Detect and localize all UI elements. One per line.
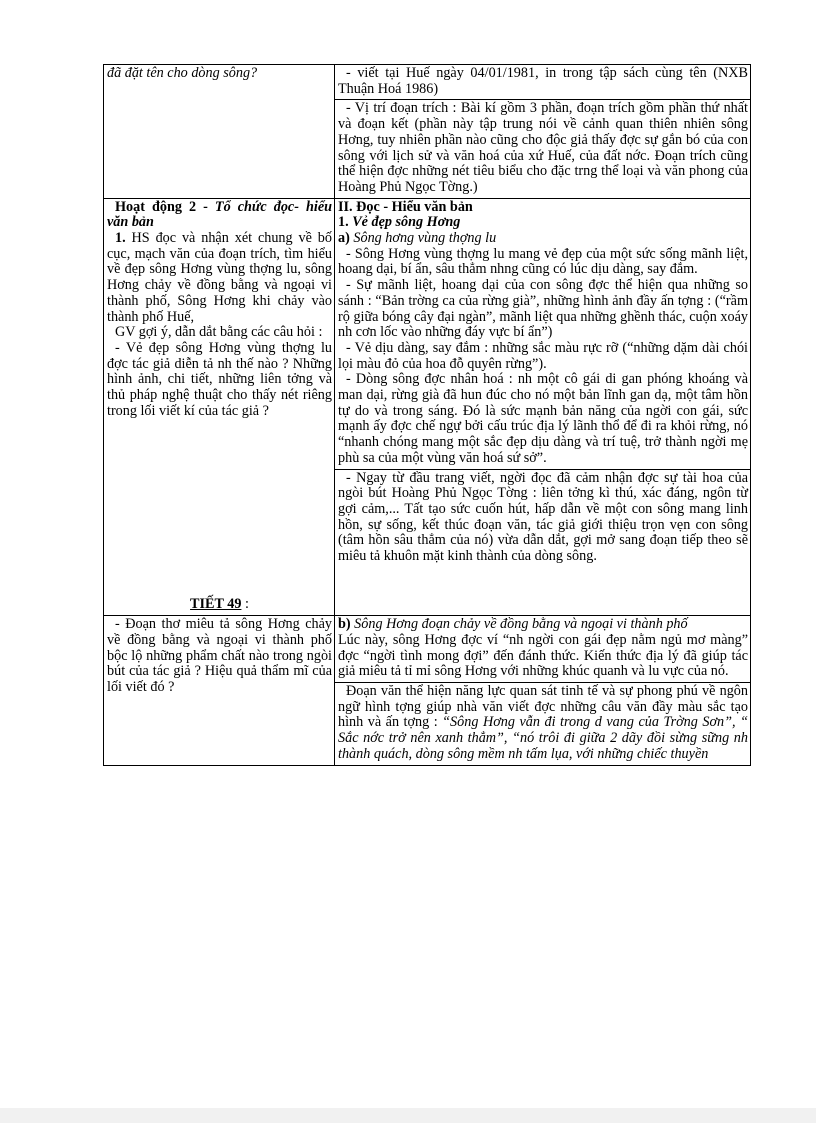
table-row: [104, 198, 751, 616]
paragraph: - viết tại Huế ngày 04/01/1981, in trong tập sách cùng tên (NXB Thuận Hoá 1986): [338, 65, 748, 97]
right-column-cell: [335, 65, 751, 199]
paragraph: - Vẻ đẹp sông Hơng vùng thợng lu đợc tác giả diễn tả nh thế nào ? Những hình ảnh, chi tiết, những liên tởng và thủ pháp nghệ thuật cho thấy nét riêng trong lối viết kí của tác giả ?: [107, 339, 332, 419]
page-bottom-margin: [0, 1108, 816, 1123]
subsection-number: 1.: [338, 214, 349, 231]
section-heading: II. Đọc - Hiểu văn bản: [338, 198, 473, 215]
spacer: [107, 419, 332, 597]
table-row: [104, 65, 751, 199]
point-letter: a): [338, 230, 350, 247]
right-column-cell: [335, 616, 751, 765]
paragraph: GV gợi ý, dẫn dắt bằng các câu hỏi :: [115, 324, 323, 341]
paragraph-text: Đoạn văn thể hiện năng lực quan sát tinh tế và sự phong phú về ngôn ngữ hình tợng giúp nhà văn viết đợc những câu văn đầy màu sắc tạo hình và ấn tợng :: [338, 682, 748, 731]
item-number: 1.: [115, 230, 126, 247]
point-title: Sông Hơng đoạn chảy về đồng bằng và ngoại vi thành phố: [354, 616, 688, 633]
lesson-number: TIẾT 49: [190, 596, 242, 613]
left-column-cell: [104, 616, 335, 765]
right-column-cell: [335, 198, 751, 616]
point-heading: [338, 617, 748, 633]
point-heading: [338, 231, 748, 247]
question-text: đã đặt tên cho dòng sông?: [107, 65, 258, 81]
paragraph: [338, 684, 748, 763]
paragraph: - Vẻ dịu dàng, say đắm : những sắc màu rực rỡ (“những dặm dài chói lọi màu đỏ của hoa đỗ quyên rừng”).: [338, 339, 748, 372]
lesson-label: [107, 597, 332, 613]
point-letter: b): [338, 616, 351, 633]
point-title: Sông hơng vùng thợng lu: [353, 230, 497, 247]
left-column-cell: [104, 198, 335, 616]
paragraph: - Sông Hơng vùng thợng lu mang vẻ đẹp của một sức sống mãnh liệt, hoang dại, bí ẩn, sâu thẳm nhng cũng có lúc dịu dàng, say đắm.: [338, 245, 748, 278]
activity-heading: [107, 200, 332, 231]
left-column-cell: [104, 65, 335, 199]
item-text: HS đọc và nhận xét chung về bố cục, mạch văn của đoạn trích, tìm hiểu về đẹp sông Hơng vùng thợng lu, sông Hơng chảy về đồng bằng và ngoại vi thành phố, Sông Hơng khi chảy vào thành phố Huế,: [107, 230, 332, 325]
paragraph: - Đoạn thơ miêu tả sông Hơng chảy về đồng bằng và ngoại vi thành phố bộc lộ những phẩm chất nào trong ngòi bút của tác giả ? Hiệu quả thẩm mĩ của lối viết đó ?: [107, 616, 332, 695]
paragraph: - Vị trí đoạn trích : Bài kí gồm 3 phần, đoạn trích gồm phần thứ nhất và đoạn kết (phần này tập trung nói về cảnh quan thiên nhiên sông Hơng, tuy nhiên phần nào cũng cho độc giả thấy đợc sự gắn bó của con sông với lịch sử và văn hoá của xứ Huế, của đất nớc. Đoạn trích cũng thể hiện đợc những nét tiêu biểu cho đặc trng thể loại và văn phong của Hoàng Phủ Ngọc Tờng.): [338, 100, 748, 195]
activity-title: Tổ chức đọc- hiểu văn bản: [107, 198, 333, 231]
subsection-title: Vẻ đẹp sông Hơng: [352, 214, 461, 231]
quoted-text: “Sông Hơng vẫn đi trong d vang của Trờng Sơn”, “ Sắc nớc trở nên xanh thẳm”, “nó trôi đi giữa 2 dãy đồi sừng sững nh thành quách, dòng sông mềm nh tấm lụa, với những chiếc thuyền: [338, 714, 748, 762]
paragraph: - Ngay từ đầu trang viết, ngời đọc đã cảm nhận đợc sự tài hoa của ngòi bút Hoàng Phủ Ngọc Tờng : liên tởng kì thú, xác đáng, ngôn từ gợi cảm,... Tất tạo sức cuốn hút, hấp dẫn về một con sông mang linh hồn, sự sống, kết thúc đoạn văn, tác giả giới thiệu trọn vẹn con sông (tâm hồn sâu thẳm của nó) vừa dẫn dắt, gợi mở sang đoạn tiếp theo sẽ miêu tả khuôn mặt kinh thành của dòng sông.: [338, 469, 748, 565]
lesson-suffix: :: [241, 596, 249, 613]
lesson-table: [103, 64, 751, 766]
subsection-heading: [338, 215, 748, 231]
paragraph: - Sự mãnh liệt, hoang dại của con sông đợc thể hiện qua những so sánh : “Bản trờng ca của rừng già”, những hình ảnh đầy ấn tợng : (“rầm rộ giữa bóng cây đại ngàn”, mãnh liệt qua những ghềnh thác, cuộn xoáy nh cơn lốc vào những đáy vực bí ẩn”): [338, 277, 748, 341]
table-row: [104, 616, 751, 765]
paragraph: [107, 231, 332, 325]
paragraph: - Dòng sông đợc nhân hoá : nh một cô gái di gan phóng khoáng và man dại, rừng già đã hun đúc cho nó một bản lĩnh gan dạ, một tâm hồn tự do và trong sáng. Đó là sức mạnh bản năng của ngời con gái, sức mạnh ấy đợc chế ngự bởi cấu trúc địa lý lãnh thổ để đi ra khỏi rừng, nó “nhanh chóng mang một sắc đẹp dịu dàng và trí tuệ, trở thành ngời mẹ phù sa của một vùng văn hoá sứ sở”.: [338, 371, 748, 466]
paragraph: Lúc này, sông Hơng đợc ví “nh ngời con gái đẹp nằm ngủ mơ màng” đợc “ngời tình mong đợi” đến đánh thức. Kiến thức địa lý đã giúp tác giả miêu tả tỉ mỉ sông Hơng với những khúc quanh và lu vực của nó.: [338, 631, 748, 680]
document-page: [103, 64, 747, 766]
activity-label: Hoạt động 2 -: [115, 198, 208, 215]
